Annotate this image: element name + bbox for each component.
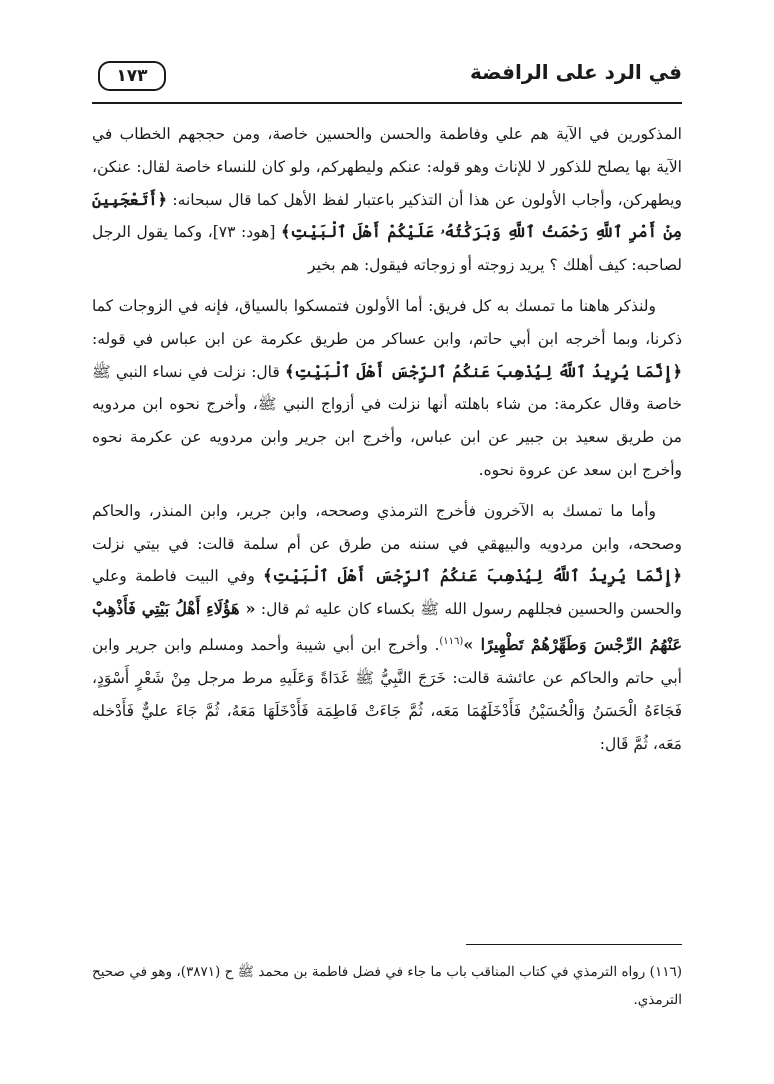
paragraph-2-text-a: ولنذكر هاهنا ما تمسك به كل فريق: أما الأولون فتمسكوا بالسياق، فإنه في الزوجات كما ذكرنا، وبما أخرجه ابن أبي حاتم، وابن عساكر من طريق عكرمة عن ابن عباس في قوله:: [92, 296, 682, 348]
main-text: [92, 118, 682, 768]
page-header: [92, 58, 682, 104]
paragraph-3-text-c: . وأخرج ابن أبي شيبة وأحمد ومسلم وابن جرير وابن أبي حاتم والحاكم عن عائشة قالت: خَرَجَ النَّبِيُّ ﷺ غَدَاةً وَعَلَيهِ مرط مرجل مِنْ شَعْرٍ أَسْوَدٍ، فَجَاءَهُ الْحَسَنُ وَالْحُسَيْنُ فَأَدْخَلَهُمَا مَعَه، ثُمَّ جَاءَتْ فَاطِمَة فَأَدْخَلَهَا مَعَهُ، ثُمَّ جَاءَ عليٌّ فَأَدْخله مَعَه، ثُمَّ قَال:: [92, 636, 682, 753]
footnote-reference: (١١٦): [439, 635, 464, 647]
page-number: ١٧٣: [98, 61, 166, 91]
paragraph-3-text-a: وأما ما تمسك به الآخرون فأخرج الترمذي وصححه، وابن جرير، وابن المنذر، والحاكم وصححه، وابن مردويه والبيهقي في سننه من طرق عن أم سلمة قالت: في بيتي نزلت: [92, 501, 682, 553]
paragraph-1: [92, 118, 682, 282]
footnote: (١١٦) رواه الترمذي في كتاب المناقب باب ما جاء في فضل فاطمة بن محمد ﷺ ح (٣٨٧١)، وهو في صحيح الترمذي.: [92, 964, 682, 1008]
paragraph-1-text-b: [هود: ٧٣]، وكما يقول الرجل لصاحبه: كيف أهلك ؟ يريد زوجته أو زوجاته فيقول: هم بخير: [92, 223, 682, 275]
hadith-quote: « هَؤُلَاءِ أَهْلُ بَيْتِي فَأَذْهِبْ عَنْهُمُ الرِّجْسَ وَطَهِّرْهُمْ تَطْهِيرًا »: [92, 599, 682, 655]
footnote-divider: [466, 944, 682, 945]
quran-verse-hud-73: ﴿أَتَعْجَبِينَ مِنْ أَمْرِ ٱللَّهِ رَحْمَتُ ٱللَّهِ وَبَرَكَٰتُهُۥ عَلَيْكُمْ أَهْلَ ٱلْبَيْتِ﴾: [92, 189, 683, 242]
paragraph-3-text-b: وفي البيت فاطمة وعلي والحسن والحسين فجللهم رسول الله ﷺ بكساء كان عليه ثم قال:: [92, 567, 683, 619]
paragraph-1-text-a: المذكورين في الآية هم علي وفاطمة والحسن والحسين خاصة، ومن حججهم الخطاب في الآية بها يصلح للذكور لا للإناث وهو قوله: عنكم وليطهركم، ولو كان للنساء خاصة لقال: عنكن، ويطهركن، وأجاب الأولون عن هذا أن التذكير باعتبار لفظ الأهل كما قال سبحانه:: [92, 125, 682, 209]
quran-verse-ahzab-33: ﴿إِنَّمَا يُرِيدُ ٱللَّهُ لِيُذْهِبَ عَنكُمُ ٱلرِّجْسَ أَهْلَ ٱلْبَيْتِ﴾: [285, 361, 682, 381]
paragraph-2-text-b: قال: نزلت في نساء النبي ﷺ خاصة وقال عكرمة: من شاء باهلته أنها نزلت في أزواج النبي ﷺ، وأخرج نحوه ابن مردويه من طريق سعيد بن جبير عن ابن عباس، وأخرج ابن جرير وابن مردويه عن عكرمة نحوه وأخرج ابن سعد عن عروة نحوه.: [92, 362, 682, 479]
quran-verse-ahzab-33-repeat: ﴿إِنَّمَا يُرِيدُ ٱللَّهُ لِيُذْهِبَ عَنكُمُ ٱلرِّجْسَ أَهْلَ ٱلْبَيْتِ﴾: [263, 566, 682, 586]
paragraph-2: [92, 290, 682, 487]
paragraph-3: [92, 495, 682, 761]
running-title: في الرد على الرافضة: [470, 60, 682, 84]
